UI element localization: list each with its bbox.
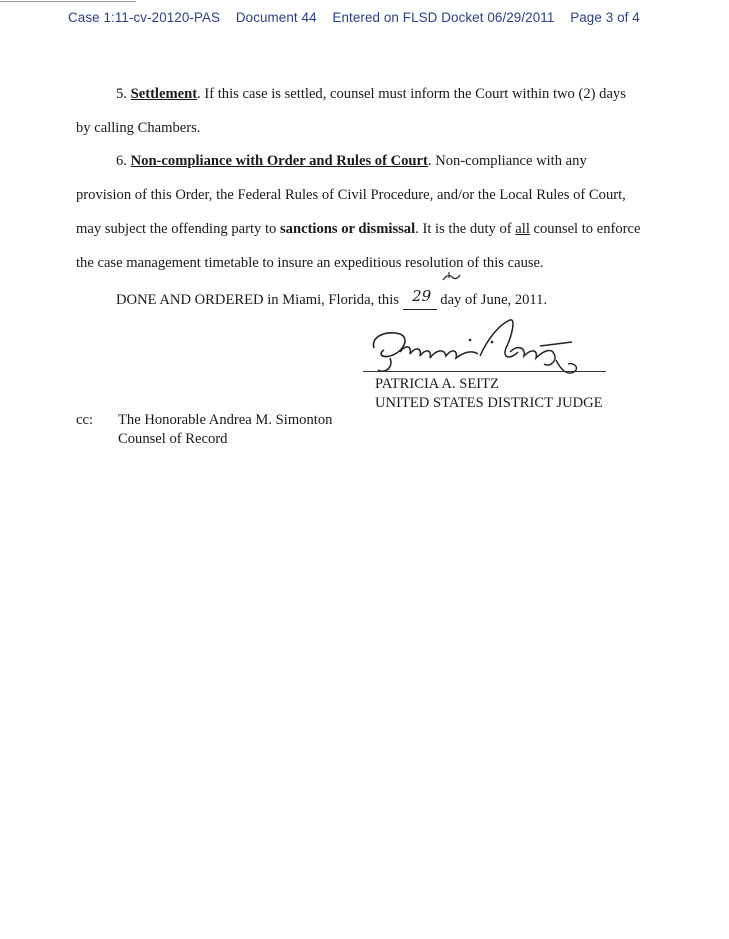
done-post: day of June, 2011. xyxy=(440,292,548,308)
document-number: Document 44 xyxy=(235,10,317,25)
cc-label: cc: xyxy=(76,412,94,428)
section-5-line-1 xyxy=(116,86,626,103)
section-5-title: Settlement xyxy=(130,86,198,102)
sanctions-emphasis: sanctions or dismissal xyxy=(280,221,416,237)
section-5-number: 5. xyxy=(116,86,127,102)
handwritten-day: 29 xyxy=(412,287,432,305)
section-6-number: 6. xyxy=(116,153,127,169)
section-6-line-3-post: counsel to enforce xyxy=(529,221,641,237)
section-6-line-1 xyxy=(116,153,587,170)
case-number: Case 1:11-cv-20120-PAS xyxy=(68,10,221,25)
section-5-line-2: by calling Chambers. xyxy=(76,120,201,136)
cc-recipient-1: The Honorable Andrea M. Simonton xyxy=(118,412,333,428)
day-blank xyxy=(403,287,437,310)
judge-title: UNITED STATES DISTRICT JUDGE xyxy=(375,395,603,411)
section-6-line-2: provision of this Order, the Federal Rules of Civil Procedure, and/or the Local Rules of Court, xyxy=(76,187,626,203)
section-6-text: . Non-compliance with any xyxy=(427,153,587,169)
top-rule xyxy=(0,1,136,2)
signature-line xyxy=(363,371,606,372)
cc-block xyxy=(76,411,332,449)
entered-date: Entered on FLSD Docket 06/29/2011 xyxy=(332,10,555,25)
section-6-line-4: the case management timetable to insure an expeditious resolution of this cause. xyxy=(76,255,544,271)
section-6-line-3-mid: . It is the duty of xyxy=(415,221,516,237)
done-pre: DONE AND ORDERED in Miami, Florida, this xyxy=(116,292,399,308)
section-5-text: . If this case is settled, counsel must inform the Court within two (2) days xyxy=(197,86,626,102)
judge-name: PATRICIA A. SEITZ xyxy=(375,376,499,392)
signature-block xyxy=(375,375,603,413)
cc-recipient-2: Counsel of Record xyxy=(118,431,228,447)
section-6-line-3 xyxy=(76,221,641,238)
section-6-title: Non-compliance with Order and Rules of Court xyxy=(130,153,428,169)
done-and-ordered xyxy=(116,287,548,310)
page-number: Page 3 of 4 xyxy=(570,10,640,25)
handwritten-th-mark xyxy=(440,270,462,284)
section-6-line-3-pre: may subject the offending party to xyxy=(76,221,280,237)
all-emphasis: all xyxy=(515,221,530,237)
docket-header xyxy=(68,10,640,25)
